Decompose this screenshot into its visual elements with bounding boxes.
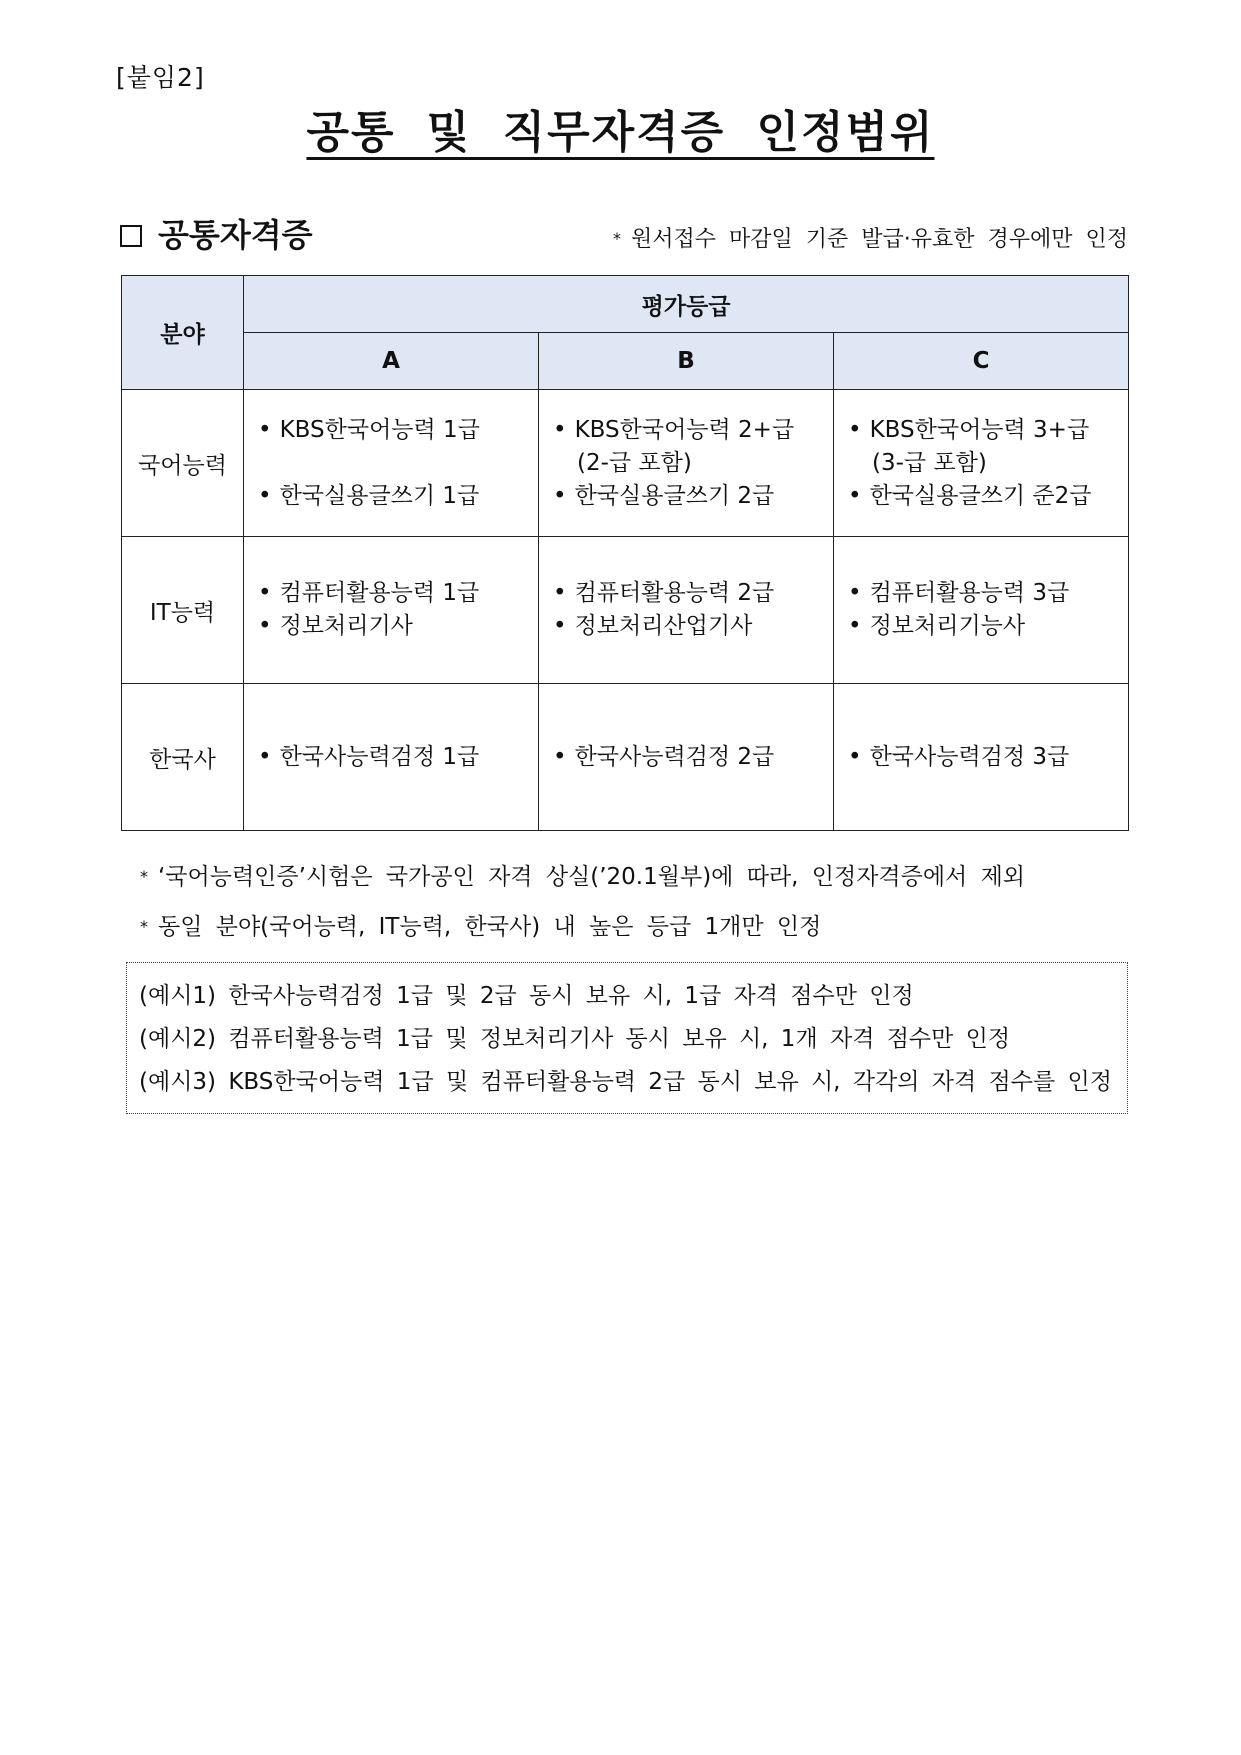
- item-text: 한국실용글쓰기 1급: [279, 482, 480, 509]
- bullet-icon: •: [848, 482, 862, 509]
- field-cell: 국어능력: [122, 390, 244, 537]
- item-text: 한국사능력검정 3급: [869, 743, 1070, 770]
- example-line: (예시1) 한국사능력검정 1급 및 2급 동시 보유 시, 1급 자격 점수만 인정: [139, 983, 914, 1009]
- list-item: [848, 741, 1128, 774]
- section-heading: [120, 210, 313, 256]
- field-cell: 한국사: [122, 684, 244, 831]
- grade-b-header: B: [539, 333, 834, 390]
- bullet-icon: •: [258, 580, 272, 606]
- grade-b-cell: [539, 684, 834, 831]
- footnote-text: ‘국어능력인증’시험은 국가공인 자격 상실(’20.1월부)에 따라, 인정자격증에서 제외: [158, 864, 1026, 890]
- table-row: [122, 537, 1129, 684]
- list-item: [553, 577, 833, 610]
- list-item: [258, 414, 538, 447]
- item-subnote: (3-급 포함): [872, 449, 987, 476]
- item-text: KBS한국어능력 1급: [279, 416, 480, 443]
- spacer: [258, 447, 538, 480]
- page-title: [0, 96, 1241, 160]
- item-text: 정보처리기능사: [869, 613, 1026, 639]
- grade-b-cell: [539, 537, 834, 684]
- table-grade-row: [122, 333, 1129, 390]
- grade-header: 평가등급: [244, 276, 1129, 333]
- list-item: [258, 610, 538, 643]
- footnote-text: 동일 분야(국어능력, IT능력, 한국사) 내 높은 등급 1개만 인정: [158, 914, 822, 940]
- bullet-icon: •: [258, 743, 272, 770]
- bullet-icon: •: [848, 580, 862, 606]
- grade-b-cell: [539, 390, 834, 537]
- footnotes: [140, 858, 1025, 958]
- bullet-icon: •: [848, 613, 862, 639]
- item-text: 한국실용글쓰기 2급: [574, 482, 775, 509]
- list-item: [848, 414, 1128, 447]
- table-row: [122, 390, 1129, 537]
- item-text: 정보처리산업기사: [574, 613, 753, 639]
- grade-a-cell: [244, 390, 539, 537]
- list-item: [258, 577, 538, 610]
- section-note: [613, 222, 1128, 253]
- asterisk-mark: *: [612, 229, 621, 248]
- item-text: 한국사능력검정 1급: [279, 743, 480, 770]
- grade-a-cell: [244, 684, 539, 831]
- qualification-table: [121, 275, 1129, 831]
- list-item: [553, 414, 833, 447]
- bullet-icon: •: [553, 613, 567, 639]
- item-text: 컴퓨터활용능력 2급: [574, 580, 775, 606]
- section-note-text: 원서접수 마감일 기준 발급·유효한 경우에만 인정: [630, 227, 1128, 252]
- list-item: [258, 741, 538, 774]
- bullet-icon: •: [848, 416, 862, 443]
- list-item: [553, 610, 833, 643]
- asterisk-mark: *: [140, 867, 148, 886]
- list-item: [848, 610, 1128, 643]
- field-header: 분야: [122, 276, 244, 390]
- grade-a-header: A: [244, 333, 539, 390]
- table-row: [122, 684, 1129, 831]
- item-text: 한국실용글쓰기 준2급: [869, 482, 1092, 509]
- grade-c-cell: [834, 390, 1129, 537]
- bullet-icon: •: [258, 482, 272, 509]
- list-item: [553, 480, 833, 513]
- bullet-icon: •: [553, 580, 567, 606]
- item-text: 컴퓨터활용능력 1급: [279, 580, 480, 606]
- list-item: [848, 577, 1128, 610]
- asterisk-mark: *: [140, 917, 148, 936]
- table-header-row: [122, 276, 1129, 333]
- item-text: 정보처리기사: [279, 613, 413, 639]
- field-cell: IT능력: [122, 537, 244, 684]
- example-line: (예시2) 컴퓨터활용능력 1급 및 정보처리기사 동시 보유 시, 1개 자격 점수만 인정: [139, 1026, 1011, 1052]
- attachment-label: [붙임2]: [116, 63, 205, 92]
- footnote-item: [140, 858, 1025, 908]
- checkbox-square-icon: [120, 225, 142, 247]
- list-item: [553, 741, 833, 774]
- examples-box: [126, 962, 1128, 1114]
- bullet-icon: •: [553, 416, 567, 443]
- item-text: 한국사능력검정 2급: [574, 743, 775, 770]
- item-subnote: (2-급 포함): [577, 449, 692, 476]
- grade-a-cell: [244, 537, 539, 684]
- bullet-icon: •: [553, 482, 567, 509]
- grade-c-cell: [834, 537, 1129, 684]
- example-line: (예시3) KBS한국어능력 1급 및 컴퓨터활용능력 2급 동시 보유 시, 각각의 자격 점수를 인정: [139, 1069, 1112, 1095]
- bullet-icon: •: [553, 743, 567, 770]
- item-text: KBS한국어능력 2+급: [574, 416, 795, 443]
- item-text: KBS한국어능력 3+급: [869, 416, 1090, 443]
- bullet-icon: •: [848, 743, 862, 770]
- grade-c-cell: [834, 684, 1129, 831]
- footnote-item: [140, 908, 1025, 958]
- page-title-text: 공통 및 직무자격증 인정범위: [306, 107, 935, 158]
- list-item: [258, 480, 538, 513]
- list-item: [848, 480, 1128, 513]
- bullet-icon: •: [258, 613, 272, 639]
- item-text: 컴퓨터활용능력 3급: [869, 580, 1070, 606]
- grade-c-header: C: [834, 333, 1129, 390]
- bullet-icon: •: [258, 416, 272, 443]
- section-heading-text: 공통자격증: [158, 216, 313, 254]
